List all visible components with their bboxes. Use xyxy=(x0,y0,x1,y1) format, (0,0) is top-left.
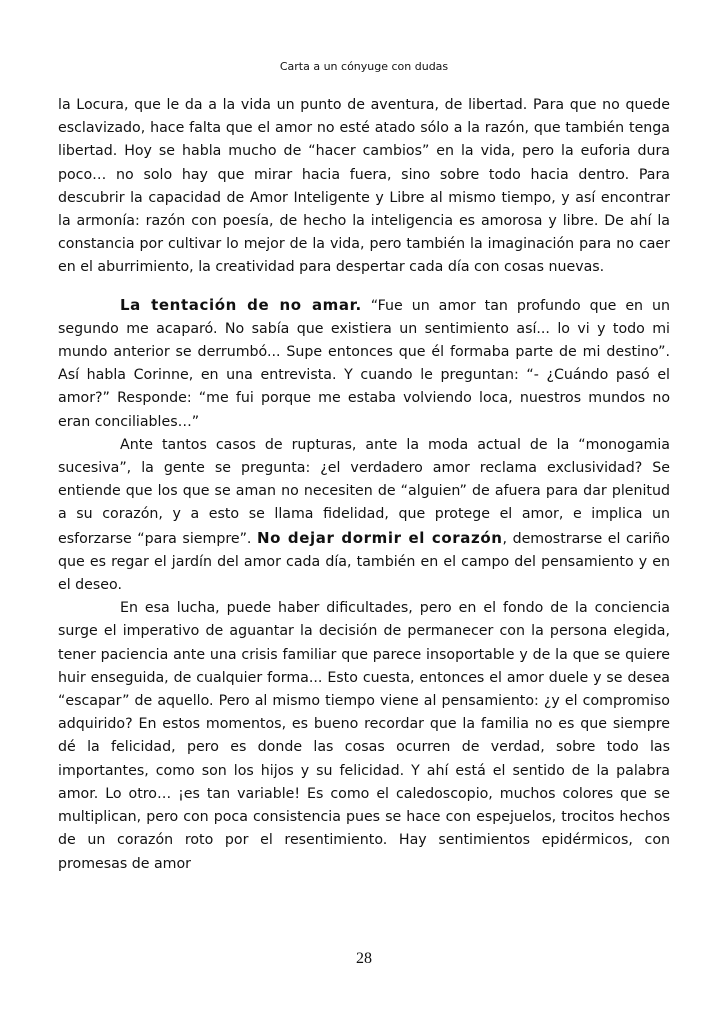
section-heading: La tentación de no amar. xyxy=(120,295,362,314)
paragraph-3-text-after: , demostrarse el cariño que es regar el jardín del amor cada día, también en el campo del pensamiento y en el deseo. xyxy=(58,530,670,594)
paragraph-1: la Locura, que le da a la vida un punto de aventura, de libertad. Para que no quede esclavizado, hace falta que el amor no esté atado sólo a la razón, que también tenga libertad. Hoy se habla mucho de “hacer cambios” en la vida, pero la euforia dura poco… no solo hay que mirar hacia fuera, sino sobre todo hacia dentro. Para descubrir la capacidad de Amor Inteligente y Libre al mismo tiempo, y así encontrar la armonía: razón con poesía, de hecho la inteligencia es amorosa y libre. De ahí la constancia por cultivar lo mejor de la vida, pero también la imaginación para no caer en el aburrimiento, la creatividad para despertar cada día con cosas nuevas. xyxy=(58,97,670,276)
page-number: 28 xyxy=(356,950,372,967)
paragraph-3 xyxy=(58,434,670,597)
running-header: Carta a un cónyuge con dudas xyxy=(279,60,449,73)
body-text xyxy=(58,94,670,876)
emphasis-phrase: No dejar dormir el corazón xyxy=(257,528,503,547)
paragraph-2 xyxy=(58,294,670,434)
paragraph-4: En esa lucha, puede haber dificultades, pero en el fondo de la conciencia surge el imperativo de aguantar la decisión de permanecer con la persona elegida, tener paciencia ante una crisis familiar que parece insoportable y de la que se quiere huir enseguida, de cualquier forma... Esto cuesta, entonces el amor duele y se desea “escapar” de aquello. Pero al mismo tiempo viene al pensamiento: ¿y el compromiso adquirido? En estos momentos, es bueno recordar que la familia no es que siempre dé la felicidad, pero es donde las cosas ocurren de verdad, sobre todo las importantes, como son los hijos y su felicidad. Y ahí está el sentido de la palabra amor. Lo otro… ¡es tan variable! Es como el caledoscopio, muchos colores que se multiplican, pero con poca consistencia pues se hace con espejuelos, trocitos hechos de un corazón roto por el resentimiento. Hay sentimientos epidérmicos, con promesas de amor xyxy=(58,600,670,872)
paragraph-2-text: “Fue un amor tan profundo que en un segundo me acaparó. No sabía que existiera un sentimiento así... lo vi y todo mi mundo anterior se derrumbó... Supe entonces que él formaba parte de mi destino”. Así habla Corinne, en una entrevista. Y cuando le preguntan: “- ¿Cuándo pasó el amor?” Responde: “me fui porque me estaba volviendo loca, nuestros mundos no eran conciliables…” xyxy=(58,297,670,430)
paragraph-3-text-before: Ante tantos casos de rupturas, ante la moda actual de la “monogamia sucesiva”, la gente se pregunta: ¿el verdadero amor reclama exclusividad? Se entiende que los que se aman no necesiten de “alguien” de afuera para dar plenitud a su corazón, y a esto se llama fidelidad, que protege el amor, e implica un esforzarse “para siempre”. xyxy=(58,436,670,547)
